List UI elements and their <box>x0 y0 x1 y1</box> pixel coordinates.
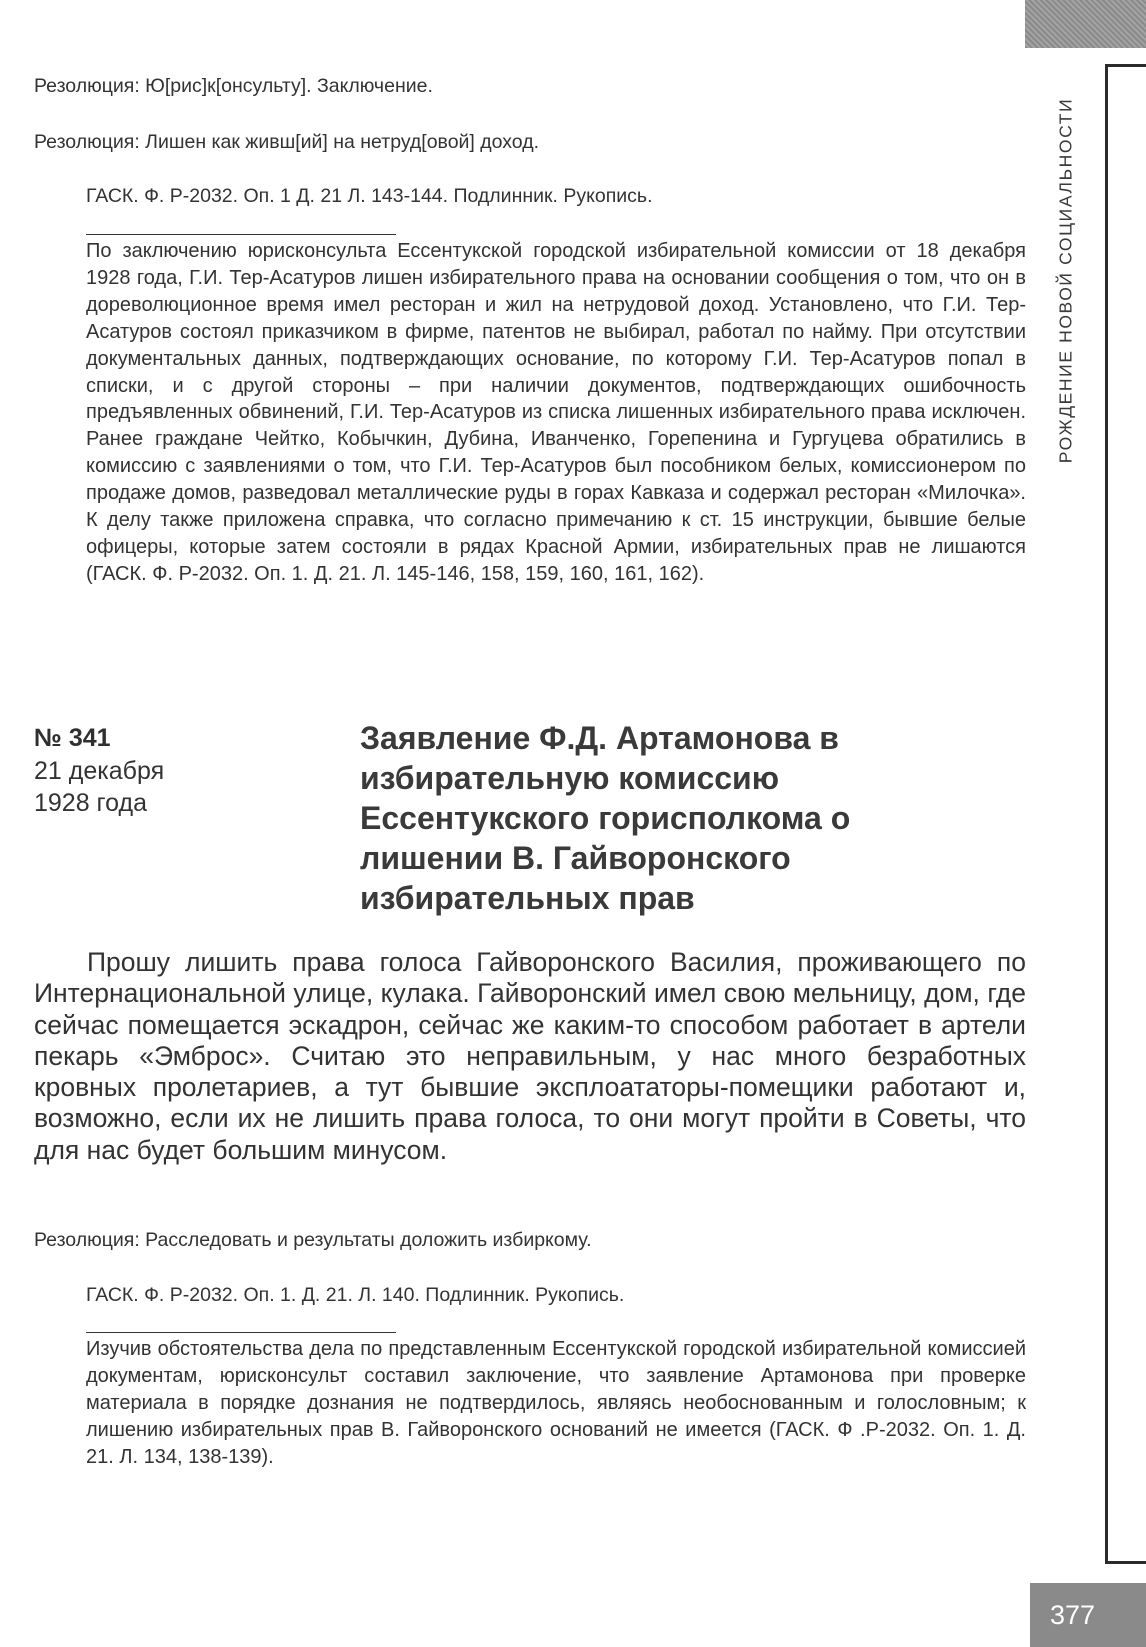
document-number: № 341 <box>34 724 111 752</box>
resolution-2: Резолюция: Лишен как живш[ий] на нетруд[овой] доход. <box>34 131 540 153</box>
footnote-divider <box>86 234 396 235</box>
document-body: Прошу лишить права голоса Гайворонского Василия, проживающего по Интернациональной улице, кулака. Гайворонский имел свою мельницу, дом, где сейчас помещается эскадрон, сейчас же каким-то способом работает в артели пекарь «Эмброс». Считаю это неправильным, у нас много безработных кровных пролетариев, а тут бывшие эксплоататоры-помещики работают и, возможно, если их не лишить права голоса, то они могут пройти в Советы, что для нас будет большим минусом. <box>34 947 1026 1165</box>
document-meta <box>34 722 314 819</box>
document-footnote-text: Изучив обстоятельства дела по представленным Ессентукской городской избирательной комиссией документам, юрисконсульт составил заключение, что заявление Артамонова при проверке материала в порядке дознания не подтвердилось, являясь необоснованным и голословным; к лишению избирательных прав В. Гайворонского оснований не имеется (ГАСК. Ф .Р-2032. Оп. 1. Д. 21. Л. 134, 138-139). <box>86 1338 1026 1468</box>
archive-source: ГАСК. Ф. Р-2032. Оп. 1 Д. 21 Л. 143-144. Подлинник. Рукопись. <box>86 185 653 207</box>
document-footnote-divider <box>86 1332 396 1333</box>
document-title: Заявление Ф.Д. Артамонова в избирательную комиссию Ессентукского горисполкома о лишении В. Гайворонского избирательных прав <box>360 720 851 916</box>
running-head-text: РОЖДЕНИЕ НОВОЙ СОЦИАЛЬНОСТИ <box>1055 97 1076 463</box>
page-frame <box>1105 64 1146 1564</box>
running-head <box>1050 70 1082 490</box>
document-date-line-2: 1928 года <box>34 789 147 817</box>
resolution-1: Резолюция: Ю[рис]к[онсульту]. Заключение. <box>34 75 433 97</box>
document-archive-source: ГАСК. Ф. Р-2032. Оп. 1. Д. 21. Л. 140. Подлинник. Рукопись. <box>86 1284 625 1306</box>
document-date-line-1: 21 декабря <box>34 757 165 785</box>
page-number: 377 <box>1030 1583 1146 1647</box>
document-resolution: Резолюция: Расследовать и результаты доложить избиркому. <box>34 1229 592 1251</box>
footnote-text: По заключению юрисконсульта Ессентукской городской избирательной комиссии от 18 декабря 1928 года, Г.И. Тер-Асатуров лишен избирательного права на основании сообщения о том, что он в дореволюционное время имел ресторан и жил на нетрудовой доход. Установлено, что Г.И. Тер-Асатуров состоял приказчиком в фирме, патентов не выбирал, работал по найму. При отсутствии документальных данных, подтверждающих основание, по которому Г.И. Тер-Асатуров попал в списки, и с другой стороны – при наличии документов, подтверждающих ошибочность предъявленных обвинений, Г.И. Тер-Асатуров из списка лишенных избирательного права исключен. Ранее граждане Чейтко, Кобычкин, Дубина, Иванченко, Горепенина и Гургуцева обратились в комиссию с заявлениями о том, что Г.И. Тер-Асатуров был пособником белых, комиссионером по продаже домов, разведовал металлические руды в горах Кавказа и содержал ресторан «Милочка». К делу также приложена справка, что согласно примечанию к ст. 15 инструкции, бывшие белые офицеры, которые затем состояли в рядах Красной Армии, избирательных прав не лишаются (ГАСК. Ф. Р-2032. Оп. 1. Д. 21. Л. 145-146, 158, 159, 160, 161, 162). <box>86 240 1026 585</box>
header-tab-decoration <box>1025 0 1146 48</box>
